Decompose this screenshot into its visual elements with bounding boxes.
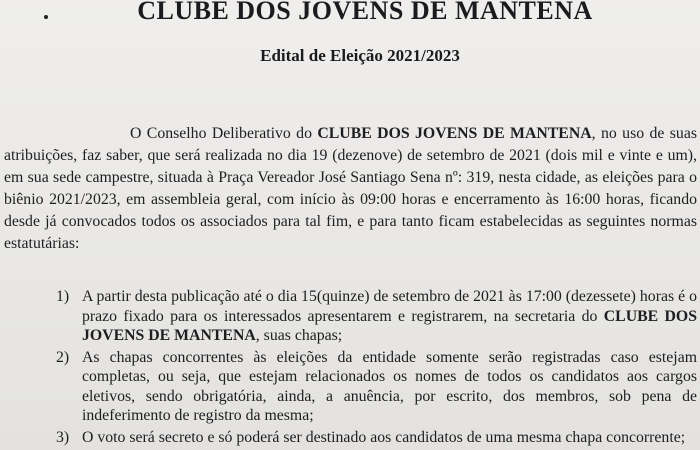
rule-number: 3) xyxy=(56,428,70,446)
rule-text-end: , suas chapas; xyxy=(255,327,343,344)
intro-text-start: O Conselho Deliberativo do xyxy=(130,125,318,142)
rule-number: 2) xyxy=(56,348,70,366)
list-item xyxy=(0,348,697,426)
intro-text-rest: , no uso de suas atribuições, faz saber, que será realizada no dia 19 (dezenove) de setembro de 2021 (dois mil e vinte e um), em sua sede campestre, situada à Praça Vereador José Santiago Sena nº: 319, nesta cidade, as eleições para o biênio 2021/2023, em assembleia geral, com início às 09:00 horas e encerramento às 16:00 horas, ficando desde já convocados todos os associados para tal fim, e para tanto ficam estabelecidas as seguintes normas estatutárias: xyxy=(4,125,697,252)
rules-list xyxy=(0,287,697,449)
list-item xyxy=(0,428,697,448)
rule-club-name: CLUBE DOS JOVENS DE MANTENA xyxy=(82,307,697,344)
document-subtitle: Edital de Eleição 2021/2023 xyxy=(260,46,460,65)
intro-club-name: CLUBE DOS JOVENS DE MANTENA xyxy=(317,125,592,142)
document-title: CLUBE DOS JOVENS DE MANTENA xyxy=(137,0,593,25)
rule-text: O voto será secreto e só poderá ser destinado aos candidatos de uma mesma chapa concorrente; xyxy=(82,428,686,446)
intro-paragraph xyxy=(4,123,697,255)
list-item xyxy=(0,287,697,346)
rule-text: As chapas concorrentes às eleições da entidade somente serão registradas caso estejam completas, ou seja, que estejam relacionados os nomes de todos os candidatos aos cargos eletivos, sendo obrigatória, ainda, a anuência, por escrito, dos membros, sob pena de indeferimento de registro da mesma; xyxy=(82,348,697,424)
rule-text: A partir desta publicação até o dia 15(quinze) de setembro de 2021 às 17:00 (dezessete) horas é o prazo fixado para os interessados apresentarem e registrarem, na secretaria do xyxy=(82,288,697,325)
rule-number: 1) xyxy=(56,288,70,305)
